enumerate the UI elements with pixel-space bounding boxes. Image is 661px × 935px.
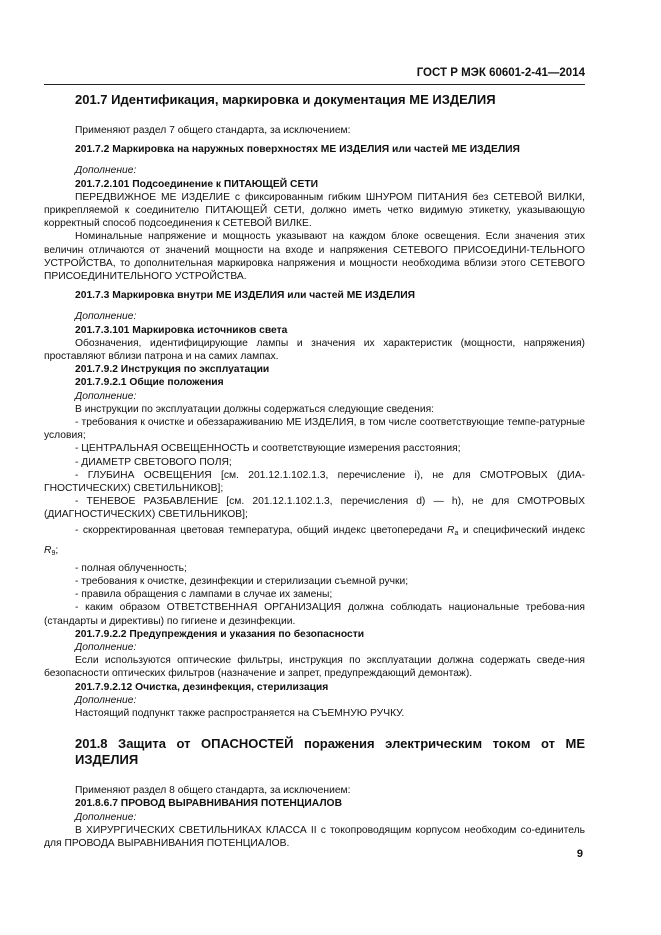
paragraph: Применяют раздел 8 общего стандарта, за исключением: — [75, 785, 351, 797]
paragraph: В ХИРУРГИЧЕСКИХ СВЕТИЛЬНИКАХ КЛАССА II с токопроводящим корпусом необходим со-единитель для ПРОВОДА ВЫРАВНИВАНИЯ ПОТЕНЦИАЛОВ. — [44, 824, 585, 849]
subsection-heading-201-7-9-2-1: 201.7.9.2.1 Общие положения — [75, 377, 224, 389]
page-content — [44, 90, 585, 850]
addition-label: Дополнение: — [75, 694, 137, 706]
list-item: - каким образом ОТВЕТСТВЕННАЯ ОРГАНИЗАЦИЯ должна соблюдать национальные требова-ния (стандарты и директивы) по гигиене и дезинфекции. — [44, 602, 585, 627]
paragraph: Номинальные напряжение и мощность указывают на каждом блоке освещения. Если значения этих величин отличаются от значений мощности на входе и напряжения СЕТЕВОГО ПРИСОЕДИНИ-ТЕЛЬНОГО УСТРОЙСТВА, то дополнительная маркировка напряжения и мощности необходима вблизи этого СЕТЕВОГО ПРИСОЕДИНИТЕЛЬНОГО УСТРОЙСТВА. — [44, 231, 585, 283]
paragraph: Настоящий подпункт также распространяется на СЪЕМНУЮ РУЧКУ. — [75, 707, 405, 719]
addition-label: Дополнение: — [75, 390, 137, 402]
list-item-text: - скорректированная цветовая температура, общий индекс цветопередачи — [75, 524, 448, 536]
list-item: - требования к очистке, дезинфекции и стерилизации съемной ручки; — [75, 575, 409, 587]
page-number: 9 — [576, 848, 583, 860]
subsection-heading-201-7-9-2-12: 201.7.9.2.12 Очистка, дезинфекция, стерилизация — [75, 681, 329, 693]
addition-label: Дополнение: — [75, 165, 137, 177]
list-item: - ЦЕНТРАЛЬНАЯ ОСВЕЩЕННОСТЬ и соответствующие измерения расстояния; — [75, 443, 461, 455]
document-code-header: ГОСТ Р МЭК 60601-2-41—2014 — [416, 67, 585, 79]
subsection-heading-201-7-2-101: 201.7.2.101 Подсоединение к ПИТАЮЩЕЙ СЕТИ — [75, 178, 319, 190]
list-item: - полная облученность; — [75, 562, 187, 574]
subsection-heading-201-8-6-7: 201.8.6.7 ПРОВОД ВЫРАВНИВАНИЯ ПОТЕНЦИАЛОВ — [75, 798, 342, 810]
addition-label: Дополнение: — [75, 811, 137, 823]
paragraph: Если используются оптические фильтры, инструкция по эксплуатации должна содержать сведе-ния безопасности оптических фильтров (назначение и запрет, предупреждающий демонтаж). — [44, 655, 585, 680]
paragraph: Применяют раздел 7 общего стандарта, за исключением: — [75, 125, 351, 136]
subsection-heading-201-7-3-101: 201.7.3.101 Маркировка источников света — [75, 324, 288, 336]
ra-symbol: $R_a$ — [447, 524, 459, 537]
paragraph: ПЕРЕДВИЖНОЕ МЕ ИЗДЕЛИЕ с фиксированным гибким ШНУРОМ ПИТАНИЯ без СЕТЕВОЙ ВИЛКИ, прикрепляемой к соединителю ПИТАЮЩЕЙ СЕТИ, должно иметь четко видимую этикетку, указывающую корректный способ подсоединения к СЕТЕВОЙ ВИЛКЕ. — [44, 191, 585, 230]
list-item: - ТЕНЕВОЕ РАЗБАВЛЕНИЕ [см. 201.12.1.102.1.3, перечисления d) — h), не для СМОТРОВЫХ (ДИАГНОСТИЧЕСКИХ) СВЕТИЛЬНИКОВ]; — [44, 496, 585, 521]
section-heading-201-8: 201.8 Защита от ОПАСНОСТЕЙ поражения электрическим током от МЕ ИЗДЕЛИЯ — [75, 736, 585, 768]
addition-label: Дополнение: — [75, 311, 137, 323]
subsection-heading-201-7-9-2-2: 201.7.9.2.2 Предупреждения и указания по безопасности — [75, 628, 365, 640]
paragraph: В инструкции по эксплуатации должны содержаться следующие сведения: — [75, 403, 435, 415]
subsection-heading-201-7-9-2: 201.7.9.2 Инструкция по эксплуатации — [75, 364, 270, 376]
list-item: - требования к очистке и обеззараживанию МЕ ИЗДЕЛИЯ, в том числе соответствующие темпе-ратурные условия; — [44, 417, 585, 442]
list-item-text: и специфический индекс — [458, 524, 585, 536]
r9-symbol: $R_9$ — [44, 544, 56, 557]
list-item: - ГЛУБИНА ОСВЕЩЕНИЯ [см. 201.12.1.102.1.3, перечисление i), не для СМОТРОВЫХ (ДИА-ГНОСТИЧЕСКИХ) СВЕТИЛЬНИКОВ]; — [44, 469, 585, 495]
subsection-heading-201-7-2: 201.7.2 Маркировка на наружных поверхностях МЕ ИЗДЕЛИЯ или частей МЕ ИЗДЕЛИЯ — [75, 144, 520, 156]
section-heading-201-7: 201.7 Идентификация, маркировка и документация МЕ ИЗДЕЛИЯ — [75, 92, 496, 107]
addition-label: Дополнение: — [75, 641, 137, 653]
header-rule — [44, 84, 585, 85]
subsection-heading-201-7-3: 201.7.3 Маркировка внутри МЕ ИЗДЕЛИЯ или частей МЕ ИЗДЕЛИЯ — [75, 290, 416, 302]
list-item: - правила обращения с лампами в случае их замены; — [75, 589, 333, 601]
list-item: - скорректированная цветовая температура, общий индекс цветопередачи $R_a$ и специфический индекс $R_9$; — [44, 524, 585, 557]
paragraph: Обозначения, идентифицирующие лампы и значения их характеристик (мощности, напряжения) проставляют вблизи патрона и на самих лампах. — [44, 337, 585, 363]
list-item: - ДИАМЕТР СВЕТОВОГО ПОЛЯ; — [75, 456, 232, 468]
